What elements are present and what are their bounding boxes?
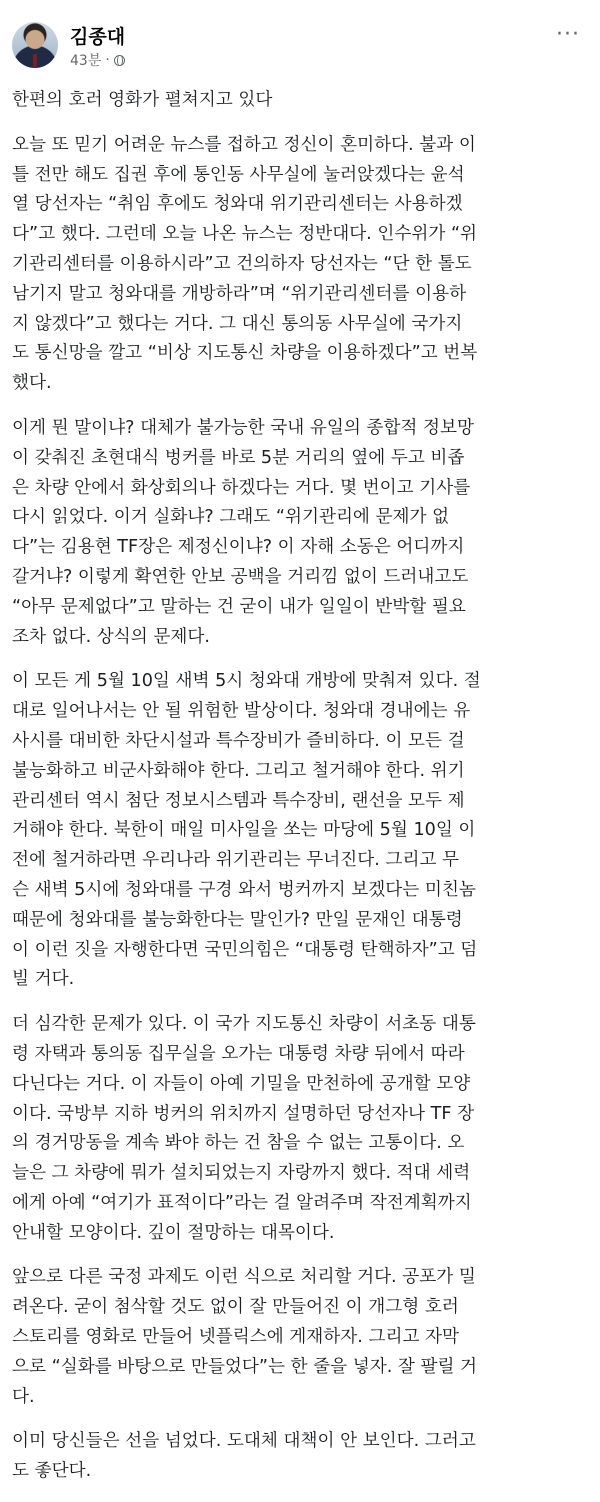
author-name[interactable]: 김종대	[70, 26, 126, 48]
post-paragraph: 더 심각한 문제가 있다. 이 국가 지도통신 차량이 서초동 대통 령 자택과 통의동 집무실을 오가는 대통령 차량 뒤에서 따라 다닌다는 거다. 이 자들이 아예 기밀을 만천하에 공개할 모양 이다. 국방부 지하 벙커의 위치까지 설명하던 당선자나 TF 장 의 경거망동을 계속 봐야 하는 건 참을 수 없는 고통이다. 오 늘은 그 차량에 뭐가 설치되었는지 자랑까지 했다. 적대 세력 에게 아예 “여기가 표적이다”라는 걸 알려주며 작전계획까지 안내할 모양이다. 깊이 절망하는 대목이다.	[12, 1014, 476, 1243]
post-paragraph: 앞으로 다른 국정 과제도 이런 식으로 처리할 거다. 공포가 밀 려온다. 굳이 첨삭할 것도 없이 잘 만들어진 이 개그형 호러 스토리를 영화로 만들어 넷플릭스에 게재하자. 그리고 자막 으로 “실화를 바탕으로 만들었다”는 한 줄을 넣자. 잘 팔릴 거 다.	[12, 1267, 478, 1407]
post-header	[12, 22, 588, 72]
post-paragraph: 오늘 또 믿기 어려운 뉴스를 접하고 정신이 혼미하다. 불과 이 틀 전만 해도 집권 후에 통인동 사무실에 눌러앉겠다는 윤석 열 당선자는 “취임 후에도 청와대 위기관리센터는 사용하겠 다”고 했다. 그런데 오늘 나온 뉴스는 정반대다. 인수위가 “위 기관리센터를 이용하시라”고 건의하자 당선자는 “단 한 톨도 남기지 말고 청와대를 개방하라”며 “위기관리센터를 이용하 지 않겠다”고 했다는 거다. 그 대신 통의동 사무실에 국가지 도 통신망을 깔고 “비상 지도통신 차량을 이용하겠다”고 번복 했다.	[12, 134, 478, 394]
post-paragraph: 이 모든 게 5월 10일 새벽 5시 청와대 개방에 맞춰져 있다. 절 대로 일어나서는 안 될 위험한 발상이다. 청와대 경내에는 유 사시를 대비한 차단시설과 특수장비가 즐비하다. 이 모든 걸 불능화하고 비군사화해야 한다. 그리고 철거해야 한다. 위기 관리센터 역시 첨단 정보시스템과 특수장비, 랜선을 모두 제 거해야 한다. 북한이 매일 미사일을 쏘는 마당에 5월 10일 이 전에 철거하라면 우리나라 위기관리는 무너진다. 그리고 무 슨 새벽 5시에 청와대를 구경 와서 벙커까지 보겠다는 미친놈 때문에 청와대를 불능화한다는 말인가? 만일 문재인 대통령 이 이런 짓을 자행한다면 국민의힘은 “대통령 탄핵하자”고 덤 빌 거다.	[12, 671, 481, 990]
post-paragraph: 이게 뭔 말이냐? 대체가 불가능한 국내 유일의 종합적 정보망 이 갖춰진 초현대식 벙커를 바로 5분 거리의 옆에 두고 비좁 은 차량 안에서 화상회의나 하겠다는 거다. 몇 번이고 기사를 다시 읽었다. 이거 실화냐? 그래도 “위기관리에 문제가 없 다”는 김용현 TF장은 제정신이냐? 이 자해 소동은 어디까지 갈거냐? 이렇게 확연한 안보 공백을 거리낌 없이 드러내고도 “아무 문제없다”고 말하는 건 굳이 내가 일일이 반박할 필요 조차 없다. 상식의 문제다.	[12, 417, 474, 647]
globe-icon[interactable]	[114, 55, 125, 66]
post-body	[12, 86, 594, 1502]
more-horizontal-icon[interactable]: ···	[556, 22, 580, 47]
post-paragraph: 한편의 호러 영화가 펼쳐지고 있다	[12, 90, 273, 110]
post-time[interactable]: 43분	[70, 53, 102, 69]
avatar[interactable]	[12, 22, 58, 68]
post-paragraph: 이미 당신들은 선을 넘었다. 도대체 대책이 안 보인다. 그러고 도 좋단다.	[12, 1431, 476, 1482]
meta-separator: ·	[105, 52, 110, 68]
post-meta	[70, 50, 125, 70]
